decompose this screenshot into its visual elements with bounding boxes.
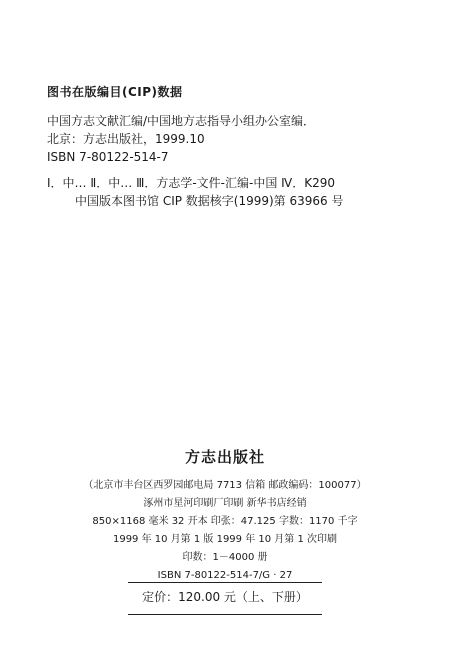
isbn-full: ISBN 7-80122-514-7/G · 27 xyxy=(157,570,293,581)
book-specs: 850×1168 毫米 32 开本 印张：47.125 字数：1170 千字 xyxy=(92,516,358,527)
cip-heading: 图书在版编目(CIP)数据 xyxy=(47,85,183,99)
price-line: 定价：120.00 元（上、下册） xyxy=(142,590,308,604)
cip-isbn-line: ISBN 7-80122-514-7 xyxy=(47,150,169,164)
printer-distributor: 涿州市星河印刷厂印刷 新华书店经销 xyxy=(143,498,307,509)
cip-data-block xyxy=(47,83,407,210)
print-run: 印数：1－4000 册 xyxy=(182,552,268,563)
divider-bottom xyxy=(128,614,322,615)
cip-classification-line: Ⅰ．中… Ⅱ．中… Ⅲ．方志学-文件-汇编-中国 Ⅳ．K290 xyxy=(47,176,336,190)
cip-verification-line: 中国版本图书馆 CIP 数据核字(1999)第 63966 号 xyxy=(75,194,344,208)
cip-publication-line: 北京：方志出版社，1999.10 xyxy=(47,132,205,146)
publisher-address: （北京市丰台区西罗园邮电局 7713 信箱 邮政编码：100077） xyxy=(83,480,367,491)
edition-info: 1999 年 10 月第 1 版 1999 年 10 月第 1 次印刷 xyxy=(112,534,338,545)
cip-title-line: 中国方志文献汇编/中国地方志指导小组办公室编． xyxy=(47,114,316,128)
colophon-block xyxy=(0,446,450,585)
publisher-name: 方志出版社 xyxy=(184,448,265,466)
divider-top xyxy=(128,582,322,583)
